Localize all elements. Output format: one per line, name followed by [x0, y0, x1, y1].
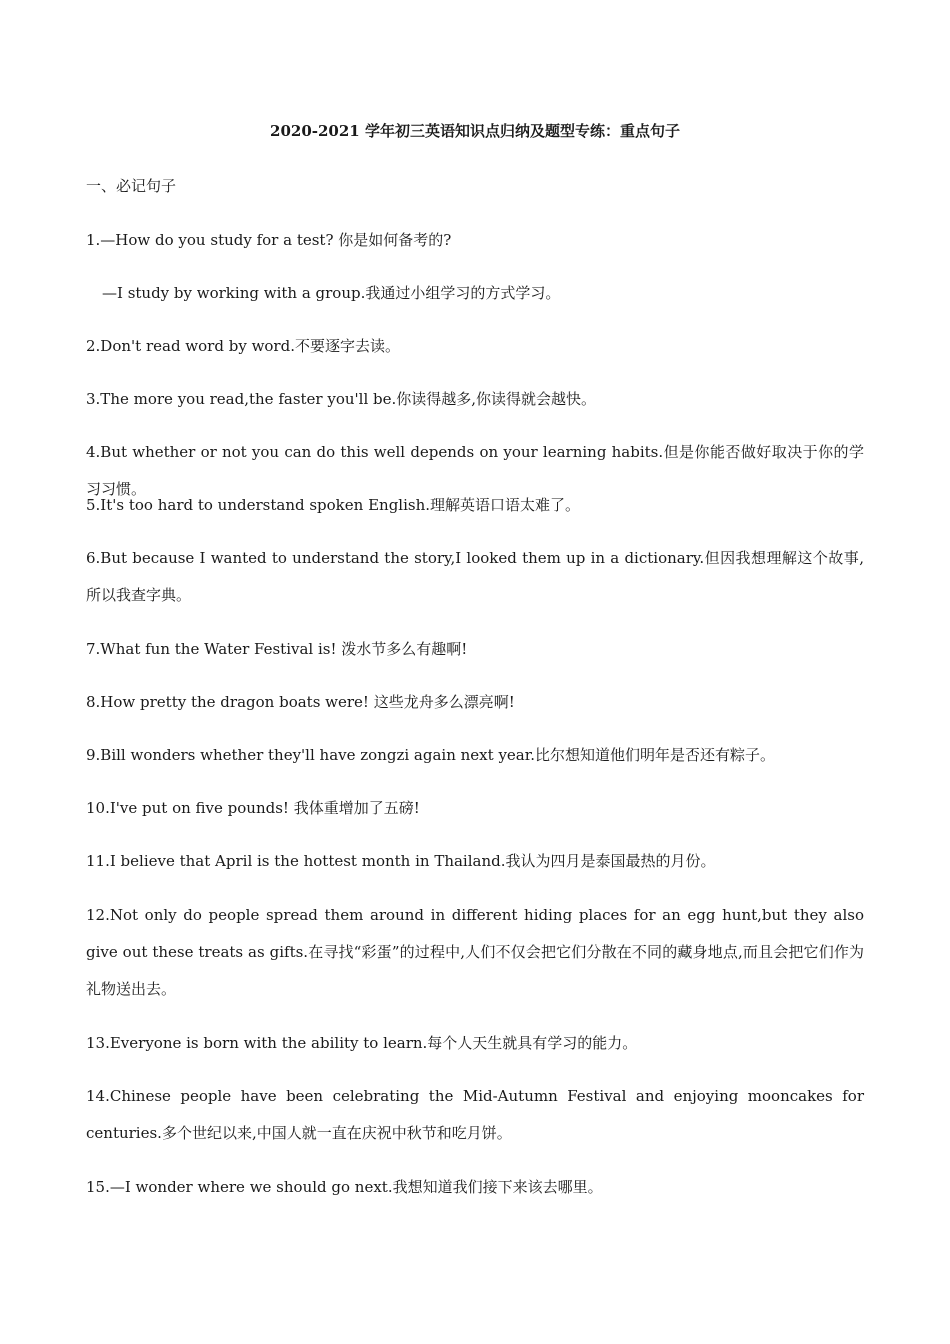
- sentence-item: 11.I believe that April is the hottest month in Thailand.我认为四月是泰国最热的月份。: [86, 852, 716, 870]
- sentence-item: 4.But whether or not you can do this well depends on your learning habits.但是你能否做好取决于你的学习习惯。: [86, 443, 864, 498]
- document-title: 2020-2021 学年初三英语知识点归纳及题型专练：重点句子: [270, 122, 680, 140]
- sentence-item: 15.—I wonder where we should go next.我想知道我们接下来该去哪里。: [86, 1178, 603, 1196]
- sentence-item: 3.The more you read,the faster you'll be.你读得越多,你读得就会越快。: [86, 390, 597, 408]
- sentence-item: —I study by working with a group.我通过小组学习的方式学习。: [102, 284, 561, 302]
- sentence-item: 14.Chinese people have been celebrating the Mid-Autumn Festival and enjoying mooncakes for centuries.多个世纪以来,中国人就一直在庆祝中秋节和吃月饼。: [86, 1087, 864, 1142]
- sentence-item: 5.It's too hard to understand spoken English.理解英语口语太难了。: [86, 496, 581, 514]
- sentence-item: 7.What fun the Water Festival is! 泼水节多么有趣啊!: [86, 640, 468, 658]
- sentence-item: 12.Not only do people spread them around in different hiding places for an egg hunt,but they also give out these treats as gifts.在寻找“彩蛋”的过程中,人们不仅会把它们分散在不同的藏身地点,而且会把它们作为礼物送出去。: [86, 906, 864, 998]
- sentence-item: 8.How pretty the dragon boats were! 这些龙舟多么漂亮啊!: [86, 693, 515, 711]
- sentence-item: 10.I've put on five pounds! 我体重增加了五磅!: [86, 799, 420, 817]
- sentence-item: 6.But because I wanted to understand the story,I looked them up in a dictionary.但因我想理解这个故事,所以我查字典。: [86, 549, 864, 604]
- sentence-item: 13.Everyone is born with the ability to learn.每个人天生就具有学习的能力。: [86, 1034, 638, 1052]
- section-heading: 一、必记句子: [86, 177, 177, 195]
- sentence-item: 1.—How do you study for a test? 你是如何备考的?: [86, 231, 452, 249]
- sentence-item: 2.Don't read word by word.不要逐字去读。: [86, 337, 400, 355]
- sentence-item: 9.Bill wonders whether they'll have zongzi again next year.比尔想知道他们明年是否还有粽子。: [86, 746, 776, 764]
